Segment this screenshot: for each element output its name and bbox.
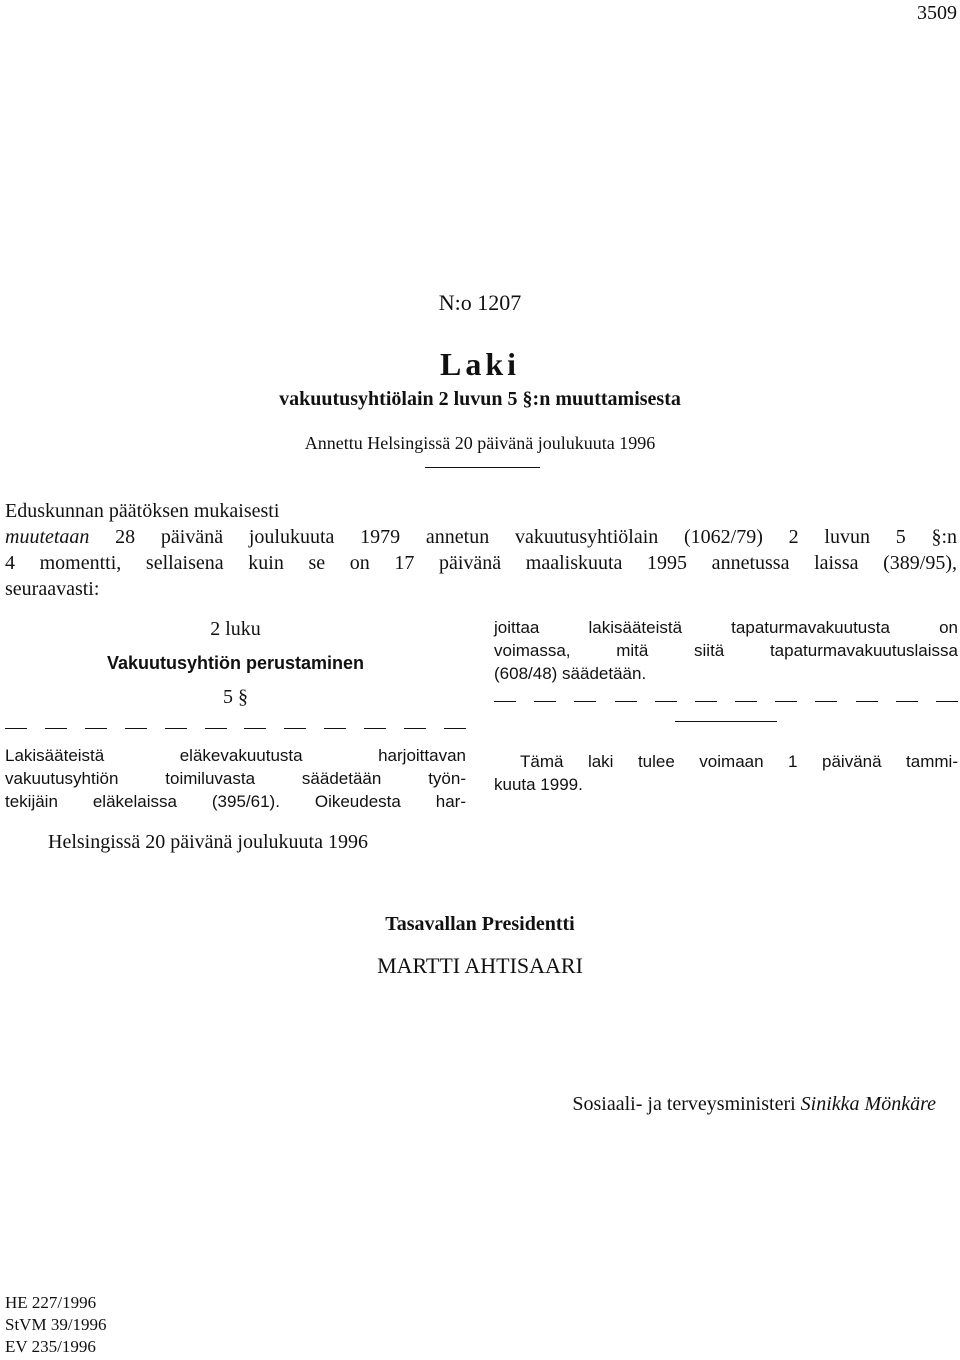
signing-place-date: Helsingissä 20 päivänä joulukuuta 1996	[48, 831, 368, 853]
minister-signature	[572, 1093, 936, 1116]
president-title: Tasavallan Presidentti	[385, 913, 575, 935]
president-name: MARTTI AHTISAARI	[377, 953, 583, 978]
omission-dashes	[494, 695, 958, 709]
section-paragraph	[5, 744, 466, 813]
enacting-clause	[5, 498, 957, 602]
section-number: 5 §	[223, 686, 248, 708]
paragraph-line: vakuutusyhtiön toimiluvasta säädetään työn-	[5, 769, 466, 788]
reference-he: HE 227/1996	[5, 1293, 97, 1312]
statute-number: N:o 1207	[438, 290, 522, 315]
enacting-line-1: Eduskunnan päätöksen mukaisesti	[5, 500, 280, 522]
entry-line: Tämä laki tulee voimaan 1 päivänä tammi-	[520, 752, 958, 771]
enacting-line-2	[5, 524, 957, 550]
section-end-rule	[675, 721, 777, 722]
chapter-name: Vakuutusyhtiön perustaminen	[106, 653, 365, 673]
reference-stvm: StVM 39/1996	[5, 1315, 107, 1334]
minister-title: Sosiaali- ja terveysministeri	[572, 1093, 801, 1115]
omission-dashes	[5, 722, 466, 736]
paragraph-line: tekijäin eläkelaissa (395/61). Oikeudesta har-	[5, 792, 466, 811]
page-number: 3509	[917, 2, 957, 24]
minister-name: Sinikka Mönkäre	[800, 1093, 936, 1115]
amend-verb: muutetaan	[5, 526, 90, 548]
reference-ev: EV 235/1996	[5, 1337, 96, 1356]
legislative-references	[5, 1292, 107, 1358]
section-paragraph-continued	[494, 616, 958, 685]
chapter-number: 2 luku	[210, 618, 261, 640]
entry-line: kuuta 1999.	[494, 775, 583, 794]
left-column	[5, 616, 466, 813]
paragraph-line: voimassa, mitä siitä tapaturmavakuutuslaissa	[494, 641, 958, 660]
enacting-line-4: seuraavasti:	[5, 578, 100, 600]
entry-into-force	[494, 750, 958, 796]
enacting-line-2-text: 28 päivänä joulukuuta 1979 annetun vakuutusyhtiölain (1062/79) 2 luvun 5 §:n	[89, 526, 957, 548]
law-subtitle: vakuutusyhtiölain 2 luvun 5 §:n muuttamisesta	[279, 388, 681, 410]
paragraph-line: joittaa lakisääteistä tapaturmavakuutusta on	[494, 618, 958, 637]
title-divider	[425, 467, 540, 468]
right-column	[494, 616, 958, 796]
paragraph-line: (608/48) säädetään.	[494, 664, 647, 683]
enacting-line-3: 4 momentti, sellaisena kuin se on 17 päivänä maaliskuuta 1995 annetussa laissa (389/95),	[5, 552, 957, 574]
paragraph-line: Lakisääteistä eläkevakuutusta harjoittavan	[5, 746, 466, 765]
issued-line: Annettu Helsingissä 20 päivänä joulukuuta 1996	[304, 433, 656, 453]
law-title: Laki	[439, 346, 521, 382]
